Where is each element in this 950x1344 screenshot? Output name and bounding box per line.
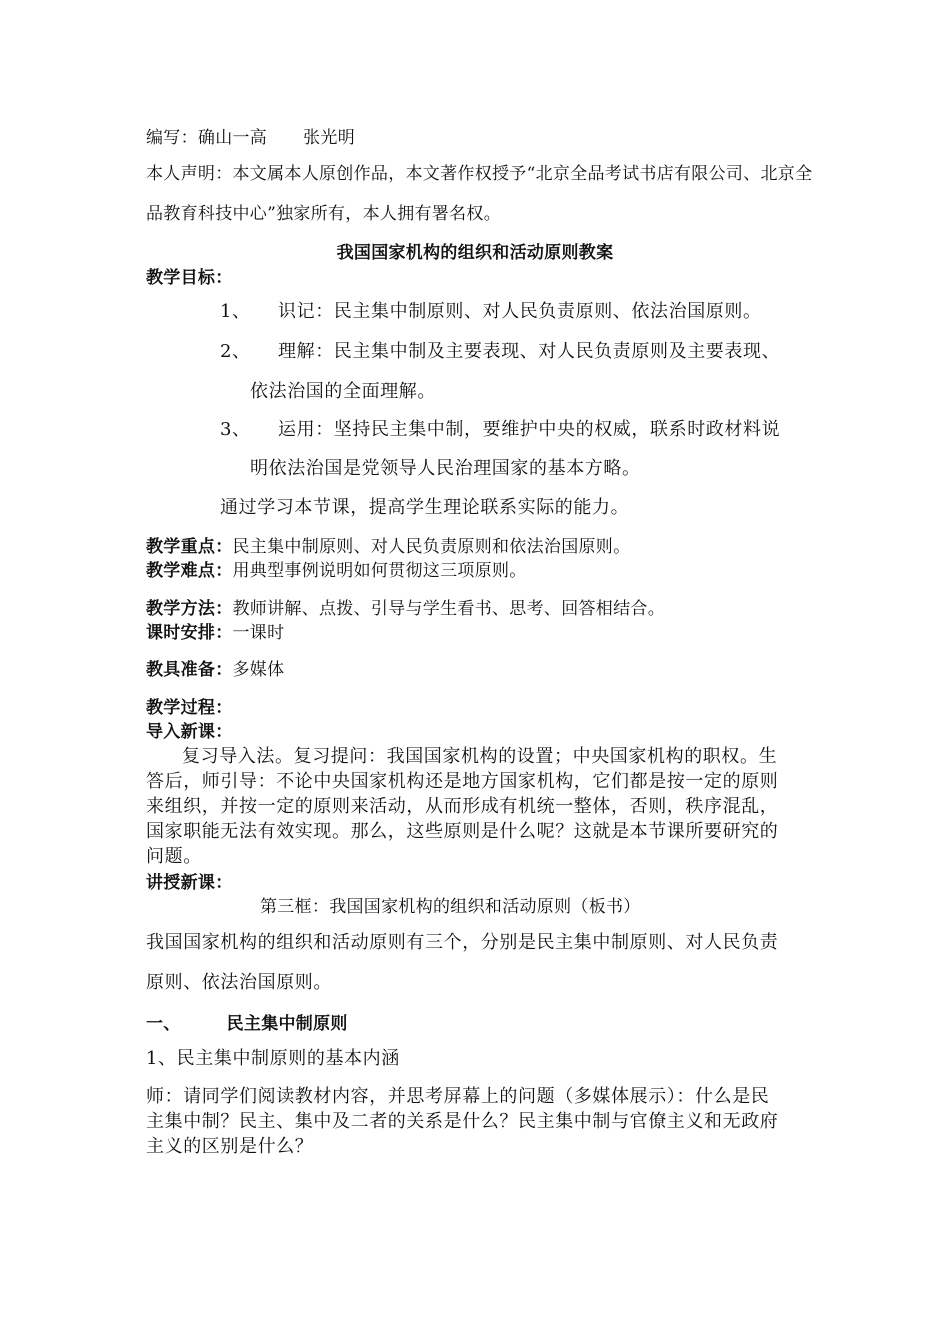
- document-title: 我国国家机构的组织和活动原则教案: [336, 243, 614, 263]
- tools-line: [146, 659, 284, 681]
- sub-heading: 1、民主集中制原则的基本内涵: [146, 1048, 400, 1069]
- objective-item-2-cont: 依法治国的全面理解。: [250, 381, 436, 402]
- copyright-statement-line-1: 本人声明：本文属本人原创作品，本文著作权授予“北京全品考试书店有限公司、北京全: [146, 164, 813, 184]
- intro-heading: 导入新课：: [146, 722, 233, 742]
- method-value: 教师讲解、点拨、引导与学生看书、思考、回答相结合。: [232, 599, 665, 619]
- key-points-label: 教学重点：: [146, 537, 233, 557]
- process-heading: 教学过程：: [146, 698, 233, 718]
- objective-text: 运用：坚持民主集中制，要维护中央的权威，联系时政材料说: [278, 419, 781, 440]
- section-title: 民主集中制原则: [226, 1014, 348, 1034]
- objective-item-3: [220, 419, 780, 441]
- tools-value: 多媒体: [232, 660, 285, 680]
- objective-text: 识记：民主集中制原则、对人民负责原则、依法治国原则。: [278, 301, 762, 322]
- intro-paragraph-line: 来组织，并按一定的原则来活动，从而形成有机统一整体，否则，秩序混乱，: [146, 796, 779, 817]
- objective-text: 理解：民主集中制及主要表现、对人民负责原则及主要表现、: [278, 341, 781, 362]
- tools-label: 教具准备：: [146, 660, 233, 680]
- teacher-question-line: 主义的区别是什么？: [146, 1136, 314, 1157]
- hours-value: 一课时: [232, 623, 285, 643]
- objectives-heading: 教学目标：: [146, 268, 233, 288]
- intro-paragraph-line: 复习导入法。复习提问：我国国家机构的设置；中央国家机构的职权。生: [182, 746, 778, 767]
- author-label: 编写：确山一高: [146, 128, 268, 148]
- intro-paragraph-line: 国家职能无法有效实现。那么，这些原则是什么呢？这就是本节课所要研究的: [146, 821, 779, 842]
- hours-line: [146, 622, 284, 644]
- copyright-statement-line-2: 品教育科技中心”独家所有，本人拥有署名权。: [146, 204, 501, 224]
- section-number: 一、: [146, 1014, 181, 1034]
- hours-label: 课时安排：: [146, 623, 233, 643]
- key-points-value: 民主集中制原则、对人民负责原则和依法治国原则。: [232, 537, 631, 557]
- board-title: 第三框：我国国家机构的组织和活动原则（板书）: [260, 897, 641, 917]
- difficulty-line: [146, 560, 527, 582]
- teacher-question-line: 主集中制？民主、集中及二者的关系是什么？民主集中制与官僚主义和无政府: [146, 1111, 779, 1132]
- section-heading: [146, 1013, 348, 1035]
- objective-ability: 通过学习本节课，提高学生理论联系实际的能力。: [220, 497, 630, 518]
- method-label: 教学方法：: [146, 599, 233, 619]
- method-line: [146, 598, 665, 620]
- overview-line-1: 我国国家机构的组织和活动原则有三个，分别是民主集中制原则、对人民负责: [146, 932, 779, 953]
- key-points-line: [146, 536, 630, 558]
- author-name: 张光明: [303, 128, 356, 148]
- objective-number: 2、: [220, 341, 251, 362]
- difficulty-label: 教学难点：: [146, 561, 233, 581]
- intro-paragraph-line: 问题。: [146, 846, 202, 867]
- overview-line-2: 原则、依法治国原则。: [146, 972, 332, 993]
- objective-number: 3、: [220, 419, 251, 440]
- difficulty-value: 用典型事例说明如何贯彻这三项原则。: [232, 561, 527, 581]
- objective-number: 1、: [220, 301, 251, 322]
- objective-item-2: [220, 341, 780, 363]
- teach-heading: 讲授新课：: [146, 873, 233, 893]
- objective-item-3-cont: 明依法治国是党领导人民治理国家的基本方略。: [250, 458, 641, 479]
- intro-paragraph-line: 答后，师引导：不论中央国家机构还是地方国家机构，它们都是按一定的原则: [146, 771, 779, 792]
- author-line: [146, 127, 355, 149]
- objective-item-1: [220, 301, 762, 323]
- teacher-question-line: 师：请同学们阅读教材内容，并思考屏幕上的问题（多媒体展示）：什么是民: [146, 1086, 770, 1107]
